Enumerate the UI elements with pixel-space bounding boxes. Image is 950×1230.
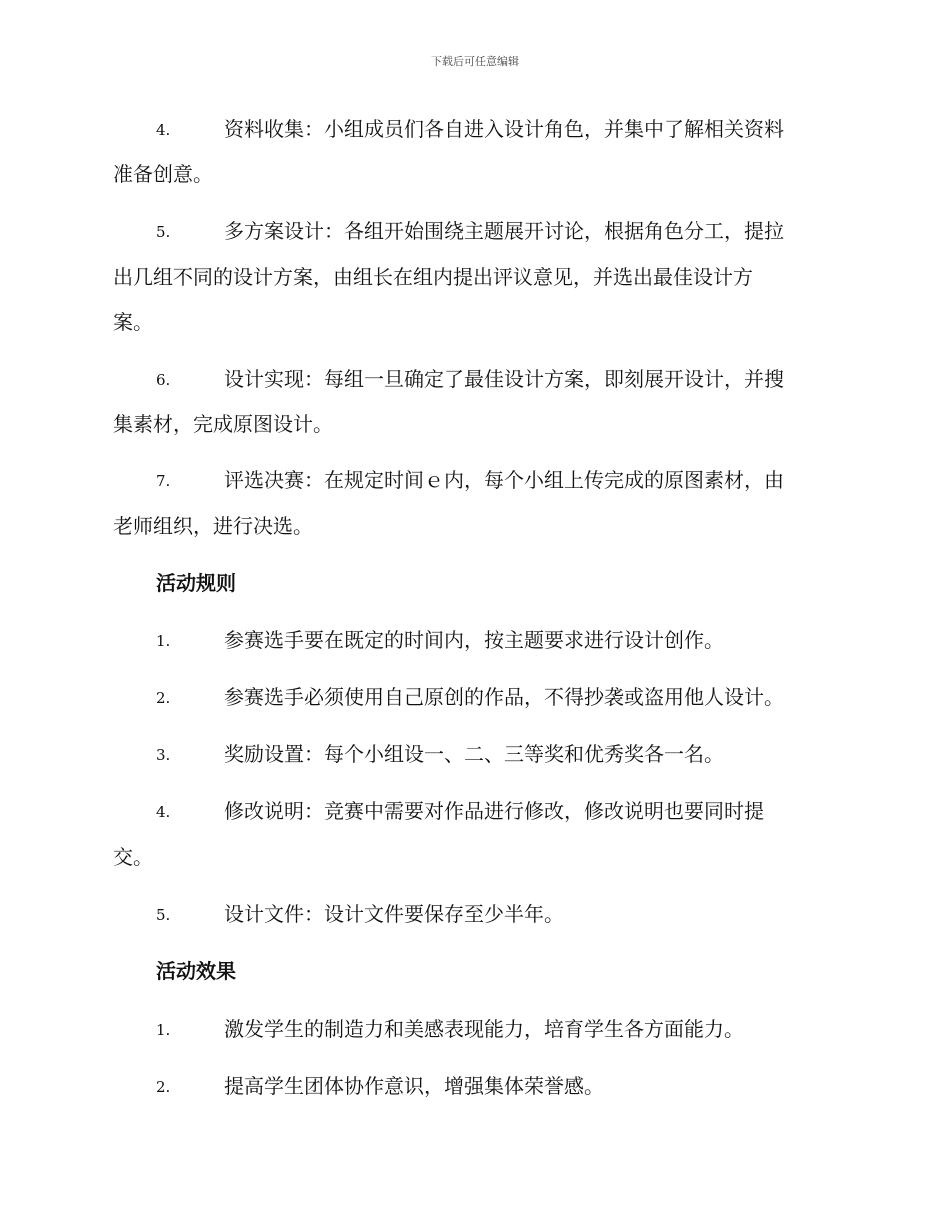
section-heading-rules: 活动规则 — [156, 571, 236, 595]
item-text-continued: 老师组织，进行决选。 — [113, 514, 313, 538]
item-number: 4. — [156, 121, 171, 139]
item-text-continued: 集素材，完成原图设计。 — [113, 412, 333, 436]
item-text: 修改说明：竞赛中需要对作品进行修改，修改说明也要同时提 — [224, 799, 764, 823]
item-text-continued: 出几组不同的设计方案，由组长在组内提出评议意见，并选出最佳设计方 — [113, 265, 753, 289]
item-text: 参赛选手必须使用自己原创的作品，不得抄袭或盗用他人设计。 — [224, 685, 784, 709]
item-text-continued: 准备创意。 — [113, 162, 213, 186]
item-number: 4. — [156, 803, 171, 821]
item-number: 3. — [156, 746, 171, 764]
item-text: 参赛选手要在既定的时间内，按主题要求进行设计创作。 — [224, 628, 724, 652]
item-text: 设计实现：每组一旦确定了最佳设计方案，即刻展开设计，并搜 — [224, 367, 784, 391]
page-header: 下载后可任意编辑 — [431, 55, 519, 68]
item-text: 多方案设计：各组开始围绕主题展开讨论，根据角色分工，提拉 — [224, 219, 784, 243]
item-text: 奖励设置：每个小组设一、二、三等奖和优秀奖各一名。 — [224, 742, 724, 766]
item-number: 5. — [156, 906, 171, 924]
item-text: 资料收集：小组成员们各自进入设计角色，并集中了解相关资料 — [224, 117, 784, 141]
item-number: 5. — [156, 223, 171, 241]
item-number: 6. — [156, 371, 171, 389]
item-text: 评选决赛：在规定时间ｅ内，每个小组上传完成的原图素材，由 — [224, 468, 784, 492]
item-text: 提高学生团体协作意识，增强集体荣誉感。 — [224, 1074, 604, 1098]
section-heading-effects: 活动效果 — [156, 959, 236, 983]
item-number: 7. — [156, 472, 171, 490]
item-text: 激发学生的制造力和美感表现能力，培育学生各方面能力。 — [224, 1017, 744, 1041]
item-number: 1. — [156, 632, 171, 650]
item-number: 2. — [156, 689, 171, 707]
item-text-continued: 案。 — [113, 310, 153, 334]
item-text: 设计文件：设计文件要保存至少半年。 — [224, 902, 564, 926]
item-number: 1. — [156, 1021, 171, 1039]
item-number: 2. — [156, 1078, 171, 1096]
item-text-continued: 交。 — [113, 845, 153, 869]
